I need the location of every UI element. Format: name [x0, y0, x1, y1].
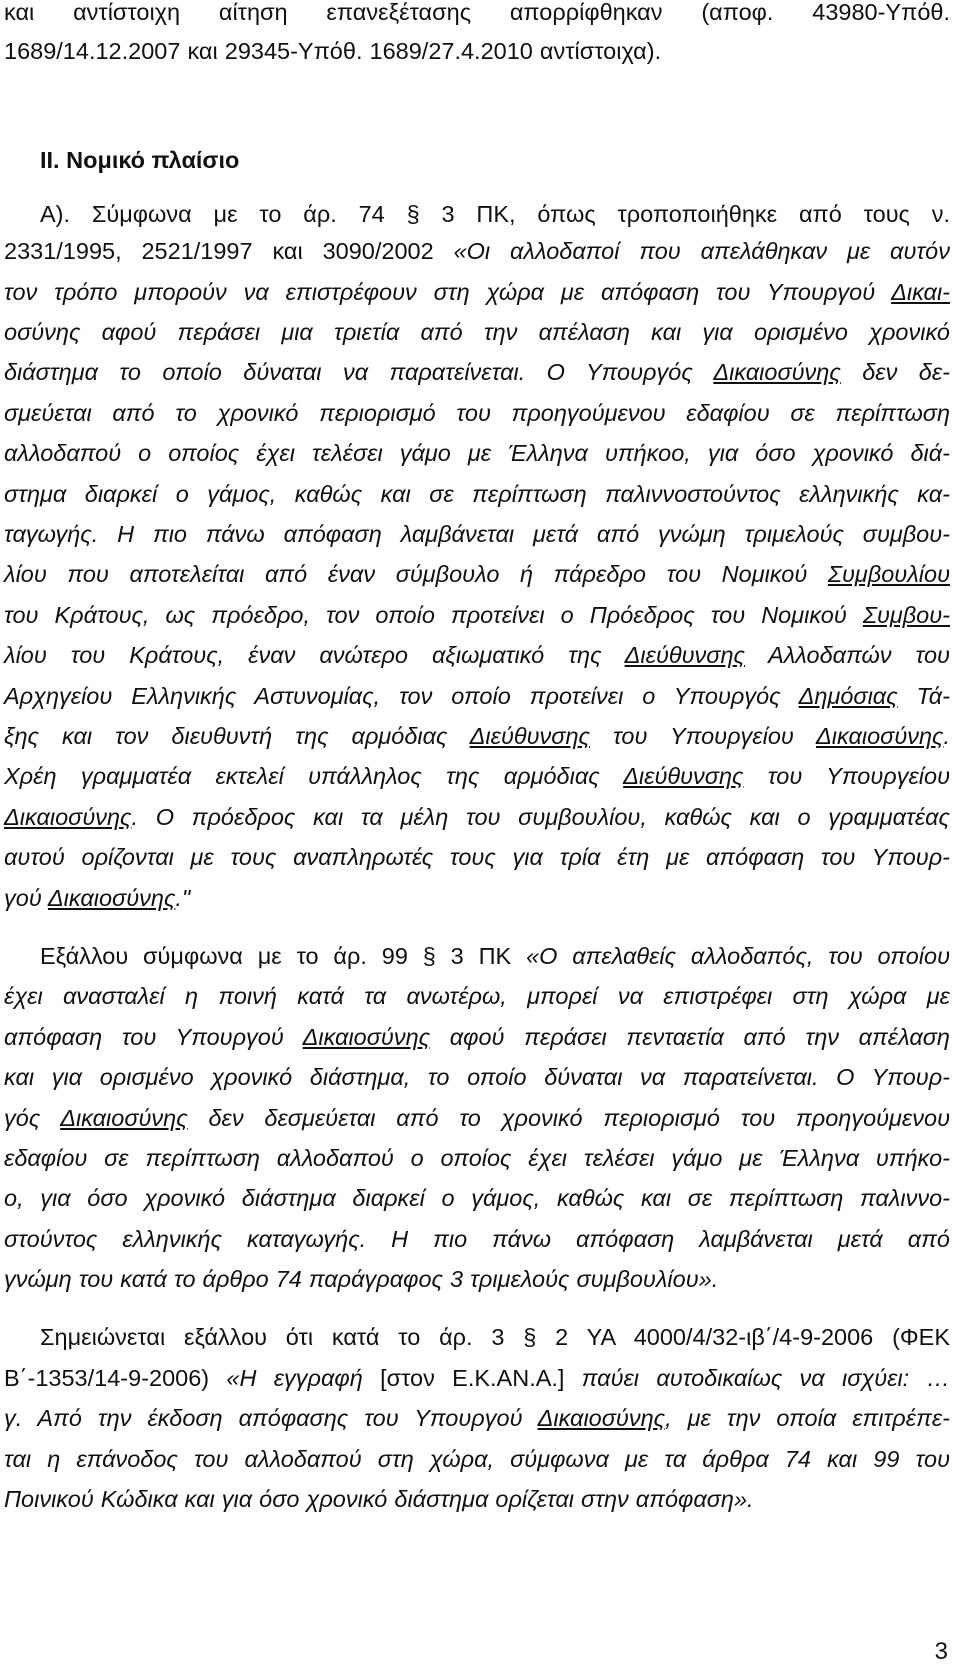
intro-line-1: και αντίστοιχη αίτηση επανεξέτασης απορρίφθηκαν (αποφ. 43980-Υπόθ.	[4, 0, 950, 25]
p1-line-8: στημα διαρκεί ο γάμος, καθώς και σε περίπτωση παλιννοστούντος ελληνικής κα-	[4, 481, 950, 507]
p3-line-5: Ποινικού Κώδικα και για όσο χρονικό διάστημα ορίζεται στην απόφαση».	[4, 1486, 754, 1512]
page-number: 3	[934, 1638, 948, 1665]
p1-line-16: Δικαιοσύνης. Ο πρόεδρος και τα μέλη του συμβουλίου, καθώς και ο γραμματέας	[4, 804, 950, 830]
p1-line-3: τον τρόπο μπορούν να επιστρέφουν στη χώρα με απόφαση του Υπουργού Δικαι-	[4, 279, 950, 305]
p2-line-1: Εξάλλου σύμφωνα με το άρ. 99 § 3 ΠΚ «Ο απελαθείς αλλοδαπός, του οποίου	[40, 943, 950, 969]
p1-line-14: ξης και τον διευθυντή της αρμόδιας Διεύθυνσης του Υπουργείου Δικαιοσύνης.	[4, 723, 951, 749]
p1-line-1: Α). Σύμφωνα με το άρ. 74 § 3 ΠΚ, όπως τροποποιήθηκε από τους ν.	[40, 201, 950, 227]
p1-line-6: σμεύεται από το χρονικό περιορισμό του προηγούμενου εδαφίου σε περίπτωση	[4, 400, 950, 426]
p1-line-11: του Κράτους, ως πρόεδρο, τον οποίο προτείνει ο Πρόεδρος του Νομικού Συμβου-	[4, 602, 950, 628]
p3-line-4: ται η επάνοδος του αλλοδαπού στη χώρα, σύμφωνα με τα άρθρα 74 και 99 του	[4, 1446, 950, 1472]
p1-line-13: Αρχηγείου Ελληνικής Αστυνομίας, τον οποίο προτείνει ο Υπουργός Δημόσιας Τά-	[4, 683, 951, 709]
p3-line-1: Σημειώνεται εξάλλου ότι κατά το άρ. 3 § 2 ΥΑ 4000/4/32-ιβ΄/4-9-2006 (ΦΕΚ	[40, 1324, 950, 1350]
p2-line-5: γός Δικαιοσύνης δεν δεσμεύεται από το χρονικό περιορισμό του προηγούμενου	[4, 1105, 950, 1131]
p1-line-5: διάστημα το οποίο δύναται να παρατείνεται. Ο Υπουργός Δικαιοσύνης δεν δε-	[4, 359, 950, 385]
p1-line-4: οσύνης αφού περάσει μια τριετία από την απέλαση και για ορισμένο χρονικό	[4, 319, 950, 345]
p1-line-2: 2331/1995, 2521/1997 και 3090/2002 «Οι αλλοδαποί που απελάθηκαν με αυτόν	[4, 238, 950, 264]
section-heading: II. Νομικό πλαίσιο	[40, 147, 240, 173]
p1-line-12: λίου του Κράτους, έναν ανώτερο αξιωματικό της Διεύθυνσης Αλλοδαπών του	[4, 642, 950, 668]
p1-line-17: αυτού ορίζονται με τους αναπληρωτές τους για τρία έτη με απόφαση του Υπουρ-	[4, 844, 950, 870]
p2-line-6: εδαφίου σε περίπτωση αλλοδαπού ο οποίος έχει τελέσει γάμο με Έλληνα υπήκο-	[4, 1145, 950, 1171]
p1-line-15: Χρέη γραμματέα εκτελεί υπάλληλος της αρμόδιας Διεύθυνσης του Υπουργείου	[4, 763, 950, 789]
p2-line-4: και για ορισμένο χρονικό διάστημα, το οποίο δύναται να παρατείνεται. Ο Υπουρ-	[4, 1064, 950, 1090]
p3-line-3: γ. Από την έκδοση απόφασης του Υπουργού Δικαιοσύνης, με την οποία επιτρέπε-	[4, 1405, 950, 1431]
p2-line-2: έχει ανασταλεί η ποινή κατά τα ανωτέρω, μπορεί να επιστρέφει στη χώρα με	[4, 983, 950, 1009]
p2-line-9: γνώμη του κατά το άρθρο 74 παράγραφος 3 τριμελούς συμβουλίου».	[4, 1266, 719, 1292]
p1-line-9: ταγωγής. Η πιο πάνω απόφαση λαμβάνεται μετά από γνώμη τριμελούς συμβου-	[4, 521, 950, 547]
p1-line-7: αλλοδαπού ο οποίος έχει τελέσει γάμο με Έλληνα υπήκοο, για όσο χρονικό διά-	[4, 440, 950, 466]
p1-line-10: λίου που αποτελείται από έναν σύμβουλο ή πάρεδρο του Νομικού Συμβουλίου	[4, 561, 950, 587]
intro-line-2: 1689/14.12.2007 και 29345-Υπόθ. 1689/27.4.2010 αντίστοιχα).	[4, 38, 662, 64]
p2-line-7: ο, για όσο χρονικό διάστημα διαρκεί ο γάμος, καθώς και σε περίπτωση παλιννο-	[4, 1185, 950, 1211]
p1-line-18: γού Δικαιοσύνης."	[4, 885, 191, 911]
p2-line-3: απόφαση του Υπουργού Δικαιοσύνης αφού περάσει πενταετία από την απέλαση	[4, 1024, 950, 1050]
p2-line-8: στούντος ελληνικής καταγωγής. Η πιο πάνω απόφαση λαμβάνεται μετά από	[4, 1226, 950, 1252]
p3-line-2: Β΄-1353/14-9-2006) «Η εγγραφή [στον Ε.Κ.ΑΝ.Α.] παύει αυτοδικαίως να ισχύει: …	[4, 1365, 950, 1391]
